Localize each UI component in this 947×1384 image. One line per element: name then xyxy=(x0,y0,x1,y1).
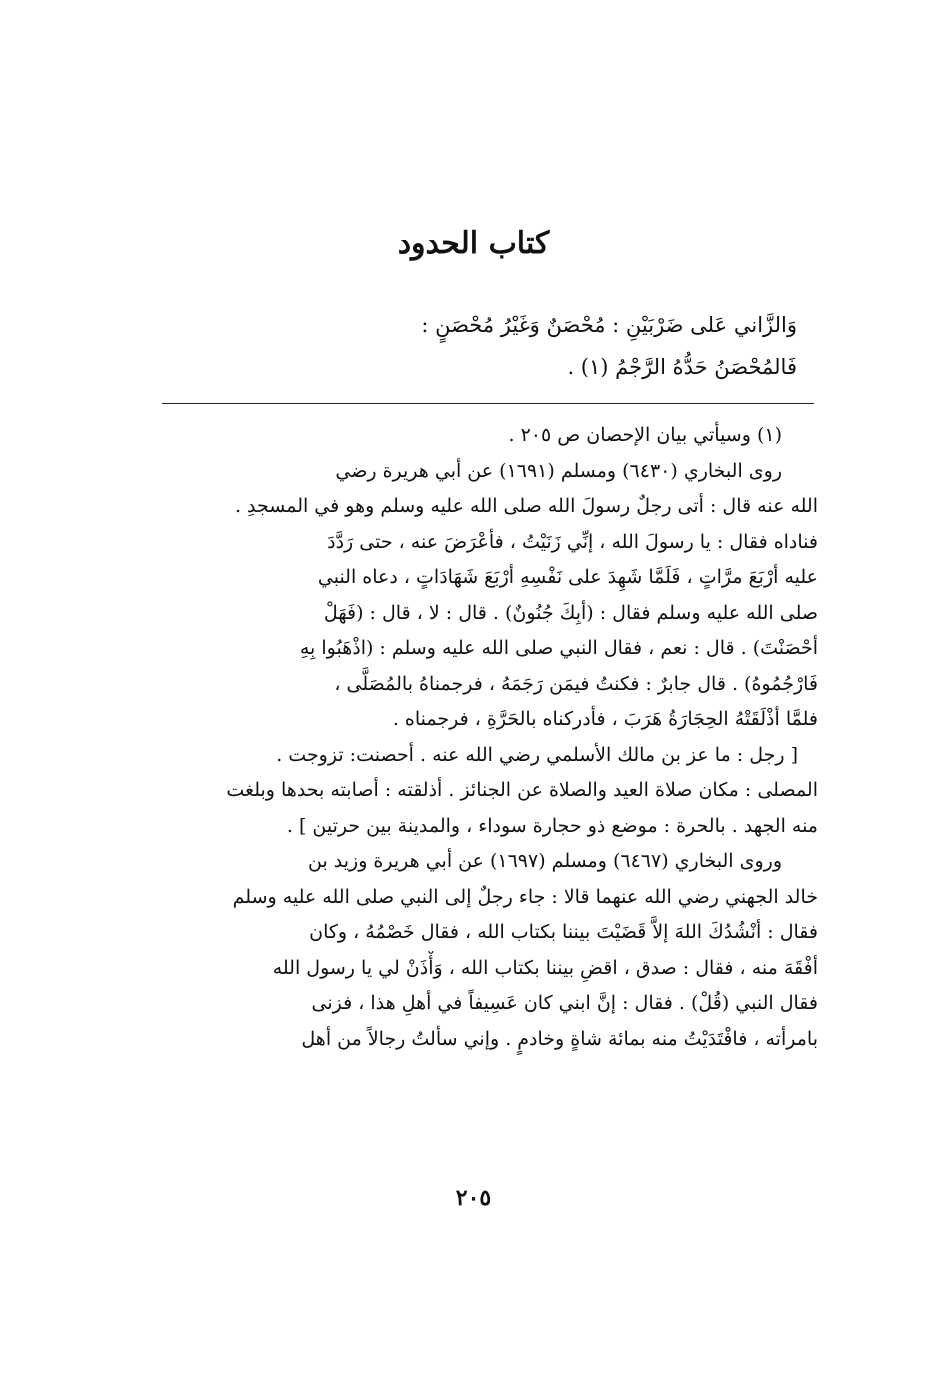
footnotes-block xyxy=(158,418,818,1057)
footnote-line: أفْقَهَ منه ، فقال : صدق ، اقضِ بيننا بكتاب الله ، وَأْذَنْ لي يا رسول الله xyxy=(272,956,818,979)
footnote-line: فَارْجُمُوهُ) . قال جابرٌ : فكنتُ فيمَن رَجَمَهُ ، فرجمناهُ بالمُصَلَّى ، xyxy=(334,672,818,695)
verse-line: وَالزَّاني عَلى ضَرْبَيْنِ : مُحْصَنٌ وَغَيْرُ مُحْصَنٍ : xyxy=(421,313,797,337)
footnote-line: فقال : أنْشُدُكَ اللهَ إلاَّ قَضَيْتَ بيننا بكتاب الله ، فقال خَصْمُهُ ، وكان xyxy=(309,921,818,943)
footnote-divider xyxy=(162,403,814,404)
footnote-line: عليه أرْبَعَ مرَّاتٍ ، فَلَمَّا شَهِدَ على نَفْسِهِ أرْبَعَ شَهَادَاتٍ ، دعاه النبي xyxy=(317,566,818,588)
footnote-line: أحْصَنْتَ) . قال : نعم ، فقال النبي صلى الله عليه وسلم : (اذْهَبُوا بِهِ xyxy=(299,637,818,659)
footnote-line: وروى البخاري (٦٤٦٧) ومسلم (١٦٩٧) عن أبي هريرة وزيد بن xyxy=(307,850,782,872)
footnote-gloss-line: [ رجل : ما عز بن مالك الأسلمي رضي الله عنه . أحصنت: تزوجت . xyxy=(276,743,798,766)
footnote-line: فناداه فقال : يا رسولَ الله ، إنِّي زَنَيْتُ ، فأعْرَضَ عنه ، حتى رَدَّدَ xyxy=(327,530,818,553)
footnote-line: الله عنه قال : أتى رجلٌ رسولَ الله صلى الله عليه وسلم وهو في المسجدِ . xyxy=(234,495,818,517)
footnote-line: روى البخاري (٦٤٣٠) ومسلم (١٦٩١) عن أبي هريرة رضي xyxy=(335,459,782,482)
chapter-title: كتاب الحدود xyxy=(397,226,550,261)
verse-block xyxy=(277,304,797,388)
footnote-gloss-line: منه الجهد . بالحرة : موضع ذو حجارة سوداء ، والمدينة بين حرتين ] . xyxy=(286,814,818,837)
footnote-line: خالد الجهني رضي الله عنهما قالا : جاء رجلٌ إلى النبي صلى الله عليه وسلم xyxy=(232,885,818,908)
footnote-line: فلمَّا أذْلَقَتْهُ الحِجَارَةُ هَرَبَ ، فأدركناه بالحَرَّةِ ، فرجمناه . xyxy=(392,708,818,730)
footnote-line: (١) وسيأتي بيان الإحصان ص ٢٠٥ . xyxy=(508,424,782,446)
page-number: ٢٠٥ xyxy=(455,1185,492,1211)
footnote-line: فقال النبي (قُلْ) . فقال : إنَّ ابني كان عَسِيفاً في أهلِ هذا ، فزنى xyxy=(311,992,818,1014)
footnote-line: بامرأته ، فافْتَدَيْتُ منه بمائة شاةٍ وخادمٍ . وإني سألتُ رجالاً من أهل xyxy=(301,1027,818,1050)
verse-line: فَالمُحْصَنُ حَدُّهُ الرَّجْمُ (١) . xyxy=(567,355,797,379)
footnote-line: صلى الله عليه وسلم فقال : (أبِكَ جُنُونٌ) . قال : لا ، قال : (فَهَلْ xyxy=(323,601,818,624)
footnote-gloss-line: المصلى : مكان صلاة العيد والصلاة عن الجنائز . أذلقته : أصابته بحدها وبلغت xyxy=(226,779,818,801)
